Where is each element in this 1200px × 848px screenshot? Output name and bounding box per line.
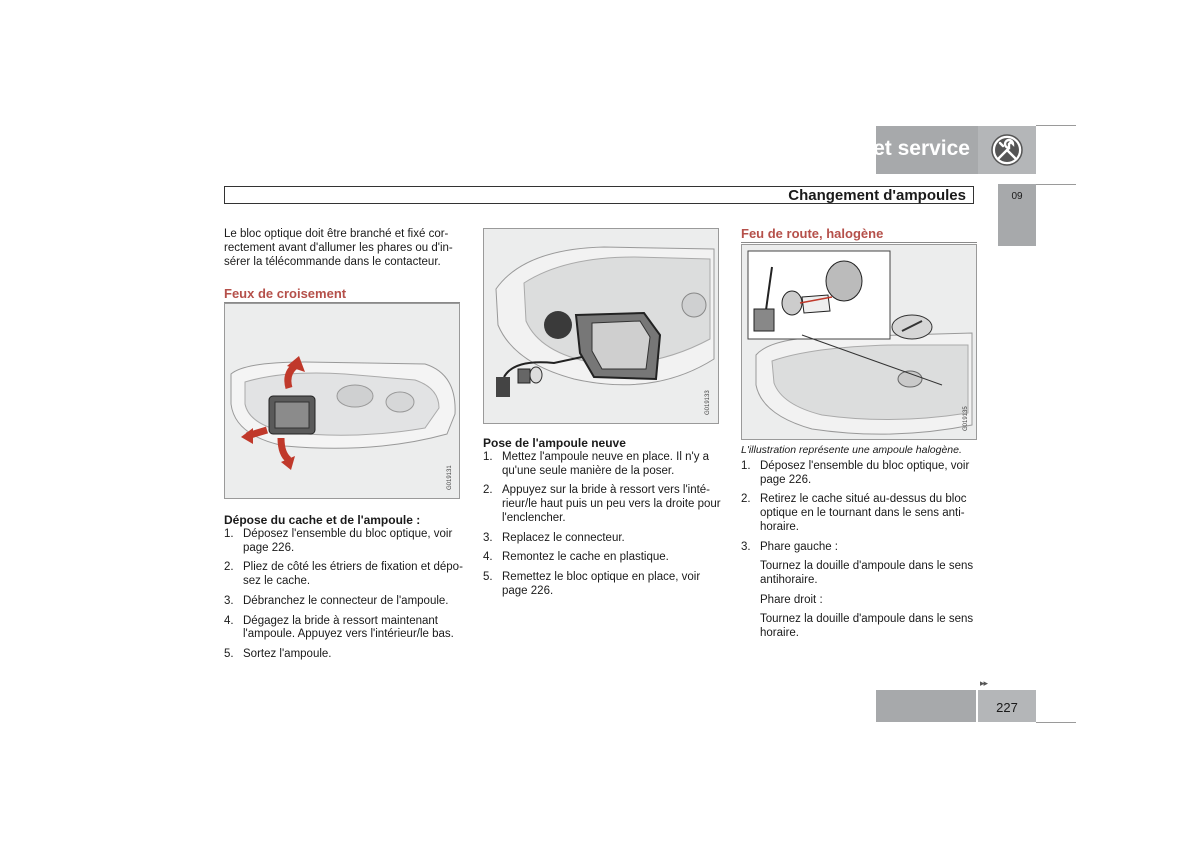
sub-paragraph: Tournez la douille d'ampoule dans le sens antihoraire.	[760, 560, 974, 586]
header-rule	[1036, 125, 1076, 126]
intro-line: Le bloc optique doit être branché et fixé cor-	[224, 228, 449, 240]
headlamp-open-illustration	[484, 229, 719, 424]
chapter-icon-box	[978, 126, 1036, 174]
steps-fit	[483, 436, 723, 604]
list-item: 2. Appuyez sur la bride à ressort vers l'inté- rieur/le haut puis un peu vers la droite pour l'enclencher.	[483, 484, 721, 524]
heading-feux-croisement: Feux de croisement	[224, 286, 347, 301]
list-item: 1. Déposez l'ensemble du bloc optique, voir page 226.	[741, 460, 970, 486]
headlamp-illustration	[225, 304, 460, 499]
halogen-illustration	[742, 245, 977, 440]
list-item: 3. Replacez le connecteur.	[483, 531, 625, 544]
sub-paragraph: Phare droit :	[760, 593, 823, 606]
figure-code: G019131	[447, 465, 453, 490]
list-item: 5. Remettez le bloc optique en place, voir page 226.	[483, 570, 701, 597]
steps-title: Dépose du cache et de l'ampoule :	[224, 513, 421, 527]
list-item: 4. Dégagez la bride à ressort maintenant l'ampoule. Appuyez vers l'intérieur/le bas.	[224, 614, 454, 641]
list-item: 2. Pliez de côté les étriers de fixation et dépo- sez le cache.	[224, 561, 463, 588]
list-item: 4. Remontez le cache en plastique.	[483, 551, 669, 564]
intro-paragraph	[224, 227, 464, 270]
figure-bulb-fit	[483, 228, 719, 424]
figure-caption: L'illustration représente une ampoule halogène.	[741, 444, 962, 456]
steps-high-beam	[741, 460, 981, 647]
figure-code: G019133	[705, 390, 711, 415]
intro-line: rectement avant d'allumer les phares ou d'in-	[224, 242, 453, 255]
figure-high-beam	[741, 244, 977, 440]
list-item: 2. Retirez le cache situé au-dessus du bloc optique en le tournant dans le sens anti- horaire.	[741, 493, 967, 533]
list-item: 3. Phare gauche :	[741, 540, 839, 553]
intro-line: sérer la télécommande dans le contacteur.	[224, 256, 441, 269]
heading-feu-route: Feu de route, halogène	[741, 226, 884, 241]
continue-marker: ▸▸	[980, 678, 988, 688]
list-item: 3. Débranchez le connecteur de l'ampoule.	[224, 594, 449, 607]
footer-band-left	[876, 690, 976, 722]
footer-rule	[1036, 722, 1076, 723]
chapter-title: 09 Entretien courant de la voiture et service	[534, 137, 970, 160]
section-title: Changement d'ampoules	[788, 187, 966, 204]
heading-rule	[741, 242, 977, 243]
chapter-tab-label: 09	[1011, 191, 1023, 202]
figure-low-beam	[224, 303, 460, 499]
list-item: 5. Sortez l'ampoule.	[224, 647, 332, 660]
wrench-icon	[978, 126, 1036, 174]
figure-code: G019135	[963, 406, 969, 431]
list-item: 1. Déposez l'ensemble du bloc optique, voir page 226.	[224, 528, 453, 554]
steps-title: Pose de l'ampoule neuve	[483, 436, 626, 450]
list-item: 1. Mettez l'ampoule neuve en place. Il n'y a qu'une seule manière de la poser.	[483, 451, 710, 477]
page-number: 227	[996, 700, 1018, 715]
sub-paragraph: Tournez la douille d'ampoule dans le sens horaire.	[760, 613, 974, 640]
steps-removal	[224, 513, 464, 668]
